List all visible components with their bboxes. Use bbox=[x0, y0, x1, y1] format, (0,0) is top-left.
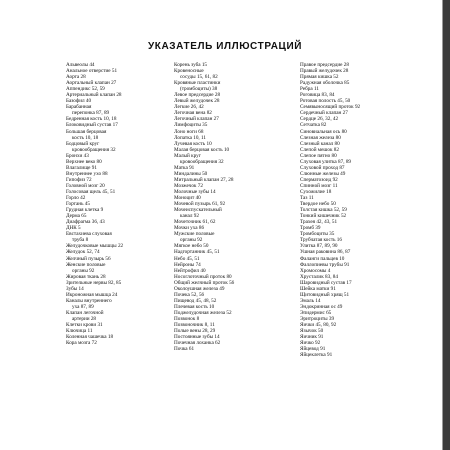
index-entry: Легкие 26, 42 bbox=[174, 104, 204, 111]
index-entry: Большая берцовая bbox=[66, 128, 107, 135]
index-entry: Кровеносные bbox=[174, 68, 204, 75]
index-entry: Слуховая улитка 87, 89 bbox=[300, 158, 352, 165]
index-entry: Семявыносящий проток 92 bbox=[300, 104, 361, 111]
index-entry: Синовиальная ось 80 bbox=[300, 128, 347, 135]
index-entry: Правый желудочек 28 bbox=[300, 68, 349, 75]
index-entry: Левое предсердие 28 bbox=[174, 92, 221, 99]
index-entry: Яичко 92 bbox=[300, 340, 321, 347]
index-entry: артерии 28 bbox=[72, 315, 97, 322]
index-entry: Зрительные нервы 82, 85 bbox=[66, 279, 122, 286]
index-entry: Евстахиева слуховая bbox=[66, 231, 112, 238]
index-entry: Внутреннее ухо 88 bbox=[66, 170, 108, 177]
index-entry: Позвонок 8 bbox=[174, 315, 200, 322]
index-entry: Постоянные зубы 14 bbox=[174, 334, 220, 341]
index-entry: Спинной мозг 11 bbox=[300, 182, 338, 189]
index-entry: Сердечный клапан 27 bbox=[300, 110, 348, 117]
index-entry: Толстая кишка 52, 59 bbox=[300, 207, 347, 214]
index-entry: кровообращения 32 bbox=[72, 146, 116, 153]
index-entry: Полые вены 28, 29 bbox=[174, 328, 216, 335]
index-entry: Мочеиспускательный bbox=[174, 207, 222, 214]
index-entry: Моноцит 40 bbox=[174, 195, 201, 202]
index-column-3 bbox=[300, 62, 412, 358]
index-entry: Желчный пузырь 56 bbox=[66, 255, 111, 262]
index-entry: Фаланги пальцев 10 bbox=[300, 255, 345, 262]
index-entry: органы 92 bbox=[180, 237, 203, 244]
index-column-2 bbox=[174, 62, 288, 352]
index-entry: Сердце 26, 32, 42 bbox=[300, 116, 339, 123]
index-entry: Эпидермис 65 bbox=[300, 309, 332, 316]
index-entry: Яйцевод 91 bbox=[300, 346, 326, 353]
index-entry: Желудок 52, 74 bbox=[66, 249, 100, 256]
index-entry: Блоковидный сустав 17 bbox=[66, 122, 118, 129]
index-entry: Эмаль 14 bbox=[300, 297, 321, 304]
index-entry: Лоно ноги 68 bbox=[174, 128, 204, 135]
index-entry: Пищевод 45, 48, 52 bbox=[174, 297, 217, 304]
index-entry: Миндалины 50 bbox=[174, 170, 208, 177]
index-entry: Митральный клапан 27, 28 bbox=[174, 176, 234, 183]
index-entry: Сперматозоид 92 bbox=[300, 176, 338, 183]
index-entry: труба 8 bbox=[72, 237, 89, 244]
index-entry: Ключица 11 bbox=[66, 328, 93, 335]
index-entry: Слепое пятно 80 bbox=[300, 152, 337, 159]
index-entry: Нейроны 74 bbox=[174, 261, 201, 268]
index-entry: Околоушная железа 49 bbox=[174, 285, 225, 292]
index-entry: Тонкий кишечник 52 bbox=[300, 213, 347, 220]
index-entry: Кора мозга 72 bbox=[66, 340, 97, 347]
index-entry: Жировая ткань 28 bbox=[66, 273, 106, 280]
index-entry: Ротовая полость 45, 50 bbox=[300, 98, 351, 105]
index-entry: Малая берцовая кость 10 bbox=[174, 146, 230, 153]
index-entry: Левый желудочек 28 bbox=[174, 98, 220, 105]
index-entry: Женские половые bbox=[66, 261, 106, 268]
index-entry: Почечная лоханка 62 bbox=[174, 340, 221, 347]
index-entry: кровообращения 32 bbox=[180, 158, 224, 165]
index-entry: Поджелудочная железа 52 bbox=[174, 309, 232, 316]
index-entry: Тромб 39 bbox=[300, 225, 321, 232]
index-entry: Эритроциты 39 bbox=[300, 315, 335, 322]
index-entry: Бодцовый круг bbox=[66, 140, 100, 147]
index-entry: Головной мозг 20 bbox=[66, 182, 105, 189]
index-entry: Лучевая кость 10 bbox=[174, 140, 212, 147]
index-entry: Бедренная кость 10, 18 bbox=[66, 116, 117, 123]
index-entry: сосуды 15, 61, 82 bbox=[180, 74, 218, 81]
index-entry: Язычок 50 bbox=[300, 328, 324, 335]
index-entry: Трахея 42, 43, 51 bbox=[300, 219, 338, 226]
index-entry: Слюнные железы 49 bbox=[300, 170, 346, 177]
index-entry: Хромосомы 4 bbox=[300, 267, 331, 274]
index-entry: Слезная железа 80 bbox=[300, 134, 341, 141]
index-entry: органы 92 bbox=[72, 267, 95, 274]
index-entry: Мочки уха 86 bbox=[174, 225, 205, 232]
index-entry: Барабанная bbox=[66, 104, 92, 111]
index-entry: Лимфоциты 35 bbox=[174, 122, 208, 129]
index-entry: Малый круг bbox=[174, 152, 201, 159]
index-entry: Небо 45, 51 bbox=[174, 255, 200, 262]
index-entry: Нейтрофил 40 bbox=[174, 267, 206, 274]
index-entry: Ребра 11 bbox=[300, 86, 319, 93]
page-title: УКАЗАТЕЛЬ ИЛЛЮСТРАЦИЙ bbox=[147, 41, 303, 52]
index-entry: Легочная вена 82 bbox=[174, 110, 212, 117]
index-entry: Щитовидный хрящ 51 bbox=[300, 291, 350, 298]
index-column-1 bbox=[66, 62, 172, 346]
index-entry: Эндокринная ос 49 bbox=[300, 303, 343, 310]
index-entry: Прямая кишка 52 bbox=[300, 74, 339, 81]
index-entry: Грудная клетка 9 bbox=[66, 207, 104, 214]
index-entry: Клапан легочной bbox=[66, 309, 104, 316]
index-entry: Мозжечок 72 bbox=[174, 182, 203, 189]
index-entry: Базофил 40 bbox=[66, 98, 92, 105]
index-columns bbox=[66, 62, 411, 442]
index-entry: Гипофиз 72 bbox=[66, 176, 92, 183]
index-entry: Правое предсердие 28 bbox=[300, 62, 349, 68]
index-entry: Плечевая кость 10 bbox=[174, 303, 215, 310]
index-entry: Аортальный клапан 27 bbox=[66, 80, 117, 87]
index-entry: Яйцеклетка 91 bbox=[300, 352, 333, 359]
index-entry: Тромбоциты 35 bbox=[300, 231, 335, 238]
index-entry: Мягкое небо 50 bbox=[174, 243, 209, 250]
index-entry: Артериальный клапан 28 bbox=[66, 92, 122, 99]
index-entry: перепонка 87, 89 bbox=[72, 110, 110, 117]
index-entry: Фаллопиевы трубы 91 bbox=[300, 261, 350, 268]
index-entry: Хрусталик 83, 84 bbox=[300, 273, 338, 280]
index-entry: Верхнее веко 80 bbox=[66, 158, 102, 165]
index-entry: Зубы 14 bbox=[66, 285, 84, 292]
index-entry: Надгортанник 45, 51 bbox=[174, 249, 220, 256]
index-entry: Радужная оболочка 85 bbox=[300, 80, 350, 87]
index-entry: Голосовая щель 45, 51 bbox=[66, 188, 116, 195]
index-entry: Горло 42 bbox=[66, 195, 86, 202]
page-edge-shadow bbox=[443, 0, 450, 450]
index-entry: Яичник 91 bbox=[300, 334, 324, 341]
index-entry: Клетки крови 31 bbox=[66, 322, 103, 329]
index-entry: Мужские половые bbox=[174, 231, 215, 238]
index-entry: Корень зуба 15 bbox=[174, 62, 208, 68]
index-entry: Легочный клапан 27 bbox=[174, 116, 219, 123]
index-entry: Дерма 65 bbox=[66, 213, 87, 220]
index-entry: Икроножная мышца 24 bbox=[66, 291, 118, 298]
index-entry: канал 92 bbox=[180, 213, 199, 220]
index-entry: Слепой мешок 82 bbox=[300, 146, 339, 153]
index-entry: Диафрагма 36, 43 bbox=[66, 219, 105, 226]
index-entry: Кровяные пластинки bbox=[174, 80, 221, 87]
index-entry: Влагалище 91 bbox=[66, 164, 97, 171]
index-entry: Мочеточник 61, 62 bbox=[174, 219, 216, 226]
index-entry: Анальное отверстие 51 bbox=[66, 68, 118, 75]
index-entry: Бронхи 43 bbox=[66, 152, 89, 159]
index-entry: Матка 91 bbox=[174, 164, 195, 171]
index-entry: Улитка 87, 89, 90 bbox=[300, 243, 338, 250]
index-entry: ДНК 5 bbox=[66, 225, 81, 232]
index-entry: Позвоночник 8, 11 bbox=[174, 322, 215, 329]
index-entry: Лопатка 10, 11 bbox=[174, 134, 207, 141]
index-entry: Аорта 28 bbox=[66, 74, 86, 81]
index-entry: (тромбоциты) 38 bbox=[180, 86, 218, 93]
index-entry: Шаровидный сустав 17 bbox=[300, 279, 352, 286]
index-entry: Сухожилие 18 bbox=[300, 188, 332, 195]
index-entry: Таз 11 bbox=[300, 195, 314, 202]
index-entry: Общий желчный проток 56 bbox=[174, 279, 235, 286]
index-entry: Сетчатка 82 bbox=[300, 122, 327, 129]
index-entry: Почка 61 bbox=[174, 346, 195, 353]
index-entry: Роговица 83, 84 bbox=[300, 92, 335, 99]
index-entry: Аппендикс 52, 59 bbox=[66, 86, 105, 93]
index-entry: Слезный канал 80 bbox=[300, 140, 340, 147]
index-entry: Ушная раковина 86, 87 bbox=[300, 249, 351, 256]
index-entry: Молочные зубы 14 bbox=[174, 188, 216, 195]
index-entry: Мочевой пузырь 61, 92 bbox=[174, 201, 226, 208]
index-entry: уха 87, 89 bbox=[72, 303, 94, 310]
index-entry: Яички 45, 80, 92 bbox=[300, 322, 337, 329]
index-entry: Каналы внутреннего bbox=[66, 297, 112, 304]
index-entry: кость 10, 18 bbox=[72, 134, 99, 141]
index-entry: Гортань 45 bbox=[66, 201, 90, 208]
index-entry: Желудочковые мышцы 22 bbox=[66, 243, 124, 250]
index-entry: Слуховой проход 87 bbox=[300, 164, 345, 171]
index-entry: Твердое небо 50 bbox=[300, 201, 336, 208]
index-entry: Коленная чашечка 18 bbox=[66, 334, 114, 341]
index-entry: Почека 52, 56 bbox=[174, 291, 205, 298]
index-entry: Носоглоточный проток 80 bbox=[174, 273, 232, 280]
index-entry: Шейка матки 91 bbox=[300, 285, 336, 292]
index-entry: Трубчатая кость 16 bbox=[300, 237, 342, 244]
index-entry: Альвеолы 44 bbox=[66, 62, 95, 68]
